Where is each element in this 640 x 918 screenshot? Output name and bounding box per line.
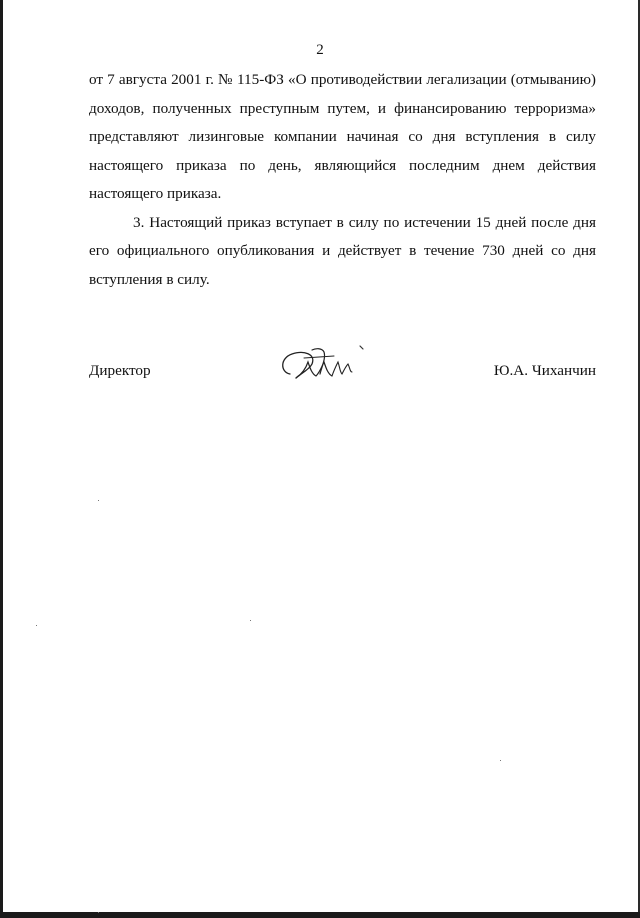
signatory-name: Ю.А. Чиханчин xyxy=(493,362,596,379)
paragraph-2-line-1: 3. Настоящий приказ вступает в силу по истечении 15 дней после дня xyxy=(133,213,596,231)
signatory-position: Директор xyxy=(89,362,151,379)
paragraph-2-line-2: его официального опубликования и действует в течение 730 дней со дня xyxy=(89,242,596,259)
paragraph-2 xyxy=(89,209,596,295)
document-body xyxy=(89,66,596,294)
scan-border-bottom xyxy=(0,912,640,918)
paragraph-1-line-2: доходов, полученных преступным путем, и финансированию терроризма» xyxy=(89,99,596,117)
scan-speck xyxy=(98,912,99,913)
handwritten-signature xyxy=(276,344,366,388)
scan-speck xyxy=(36,625,37,626)
paragraph-1-line-1: от 7 августа 2001 г. № 115-ФЗ «О противодействии легализации (отмыванию) xyxy=(89,71,596,88)
scan-speck xyxy=(500,760,501,761)
paragraph-1-line-4: настоящего приказа по день, являющийся последним днем действия xyxy=(89,156,596,174)
page-number: 2 xyxy=(316,42,324,58)
paragraph-2-line-3: вступления в силу. xyxy=(89,270,210,288)
scan-border-left xyxy=(0,0,3,918)
paragraph-1 xyxy=(89,66,596,209)
paragraph-1-line-5: настоящего приказа. xyxy=(89,185,222,202)
scan-speck xyxy=(250,620,251,621)
paragraph-1-line-3: представляют лизинговые компании начиная со дня вступления в силу xyxy=(89,128,596,145)
scan-speck xyxy=(98,500,99,501)
signature-block xyxy=(89,358,596,398)
